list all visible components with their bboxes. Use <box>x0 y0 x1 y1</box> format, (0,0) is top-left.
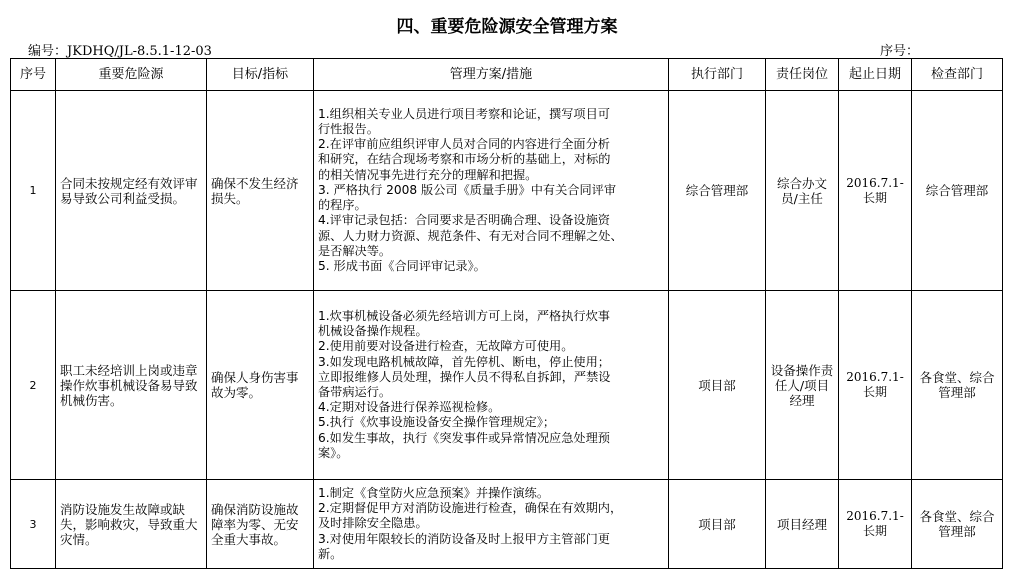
measure-line: 2.使用前要对设备进行检查，无故障方可使用。 <box>318 339 574 354</box>
row-check: 各食堂、综合管理部 <box>912 291 1003 480</box>
row-check: 各食堂、综合管理部 <box>912 480 1003 569</box>
measure-line: 新。 <box>318 546 343 561</box>
document-code <box>28 40 212 59</box>
row-post: 综合办文员/主任 <box>766 91 839 291</box>
measure-line: 6.如发生事故，执行《突发事件或异常情况应急处理预 <box>318 430 610 445</box>
measure-line: 和研究，在结合现场考察和市场分析的基础上，对标的 <box>318 152 611 167</box>
measure-line: 3.如发现电路机械故障，首先停机、断电，停止使用； <box>318 354 610 369</box>
measure-line: 备带病运行。 <box>318 385 392 399</box>
measure-line: 1.组织相关专业人员进行项目考察和论证，撰写项目可 <box>318 106 610 121</box>
measure-line: 4.评审记录包括：合同要求是否明确合理、设备设施资 <box>318 213 610 228</box>
row-target: 确保消防设施故障率为零、无安全重大事故。 <box>207 480 314 569</box>
measure-line: 案》。 <box>318 445 349 460</box>
table-row <box>11 291 1003 480</box>
row-post: 设备操作责任人/项目经理 <box>766 291 839 480</box>
row-date: 2016.7.1-长期 <box>839 480 912 569</box>
hazard-management-table <box>10 58 1003 569</box>
measure-line: 的程序。 <box>318 198 367 213</box>
serial-number-label: 序号： <box>880 44 920 59</box>
measure-line: 1.炊事机械设备必须先经培训方可上岗，严格执行炊事 <box>318 308 610 323</box>
measure-line: 5. 形成书面《合同评审记录》。 <box>318 258 486 273</box>
document-code-value: JKDHQ/JL-8.5.1-12-03 <box>67 44 212 59</box>
header-hazard: 重要危险源 <box>56 59 207 91</box>
measure-line: 3.对使用年限较长的消防设备及时上报甲方主管部门更 <box>318 531 610 546</box>
measure-line: 及时排除安全隐患。 <box>318 516 428 531</box>
row-check: 综合管理部 <box>912 91 1003 291</box>
measure-line: 的相关情况事先进行充分的理解和把握。 <box>318 167 538 182</box>
row-no: 1 <box>11 91 56 291</box>
measure-line: 源、人力财力资源、规范条件、有无对合同不理解之处、 <box>318 228 623 243</box>
row-target: 确保人身伤害事故为零。 <box>207 291 314 480</box>
measure-line: 2.定期督促甲方对消防设施进行检查，确保在有效期内， <box>318 501 623 516</box>
measure-line: 3. 严格执行 2008 版公司《质量手册》中有关合同评审 <box>318 182 617 197</box>
header-measures: 管理方案/措施 <box>314 59 669 91</box>
header-post: 责任岗位 <box>766 59 839 91</box>
table-header-row <box>11 59 1003 91</box>
row-target: 确保不发生经济损失。 <box>207 91 314 291</box>
header-dept: 执行部门 <box>669 59 766 91</box>
measure-line: 立即报维修人员处理，操作人员不得私自拆卸，严禁设 <box>318 369 611 384</box>
row-hazard: 职工未经培训上岗或违章操作炊事机械设备易导致机械伤害。 <box>56 291 207 480</box>
row-dept: 项目部 <box>669 480 766 569</box>
measure-line: 4.定期对设备进行保养巡视检修。 <box>318 400 501 415</box>
measure-line: 是否解决等。 <box>318 243 392 258</box>
row-measures <box>314 480 669 569</box>
row-hazard: 消防设施发生故障或缺失，影响救灾，导致重大灾情。 <box>56 480 207 569</box>
measure-line: 机械设备操作规程。 <box>318 324 428 339</box>
page-title: 四、重要危险源安全管理方案 <box>396 17 618 37</box>
measure-line: 2.在评审前应组织评审人员对合同的内容进行全面分析 <box>318 137 610 152</box>
measure-line: 1.制定《食堂防火应急预案》并操作演练。 <box>318 485 550 500</box>
document-code-label: 编号： <box>28 44 68 59</box>
table-row <box>11 480 1003 569</box>
row-measures <box>314 291 669 480</box>
header-date: 起止日期 <box>839 59 912 91</box>
row-hazard: 合同未按规定经有效评审易导致公司利益受损。 <box>56 91 207 291</box>
row-measures <box>314 91 669 291</box>
row-no: 2 <box>11 291 56 480</box>
row-dept: 项目部 <box>669 291 766 480</box>
row-date: 2016.7.1-长期 <box>839 291 912 480</box>
header-no: 序号 <box>11 59 56 91</box>
row-date: 2016.7.1-长期 <box>839 91 912 291</box>
row-post: 项目经理 <box>766 480 839 569</box>
table-row <box>11 91 1003 291</box>
measure-line: 5.执行《炊事设施设备安全操作管理规定》； <box>318 415 556 430</box>
header-target: 目标/指标 <box>207 59 314 91</box>
row-dept: 综合管理部 <box>669 91 766 291</box>
row-no: 3 <box>11 480 56 569</box>
header-check: 检查部门 <box>912 59 1003 91</box>
measure-line: 行性报告。 <box>318 122 379 137</box>
